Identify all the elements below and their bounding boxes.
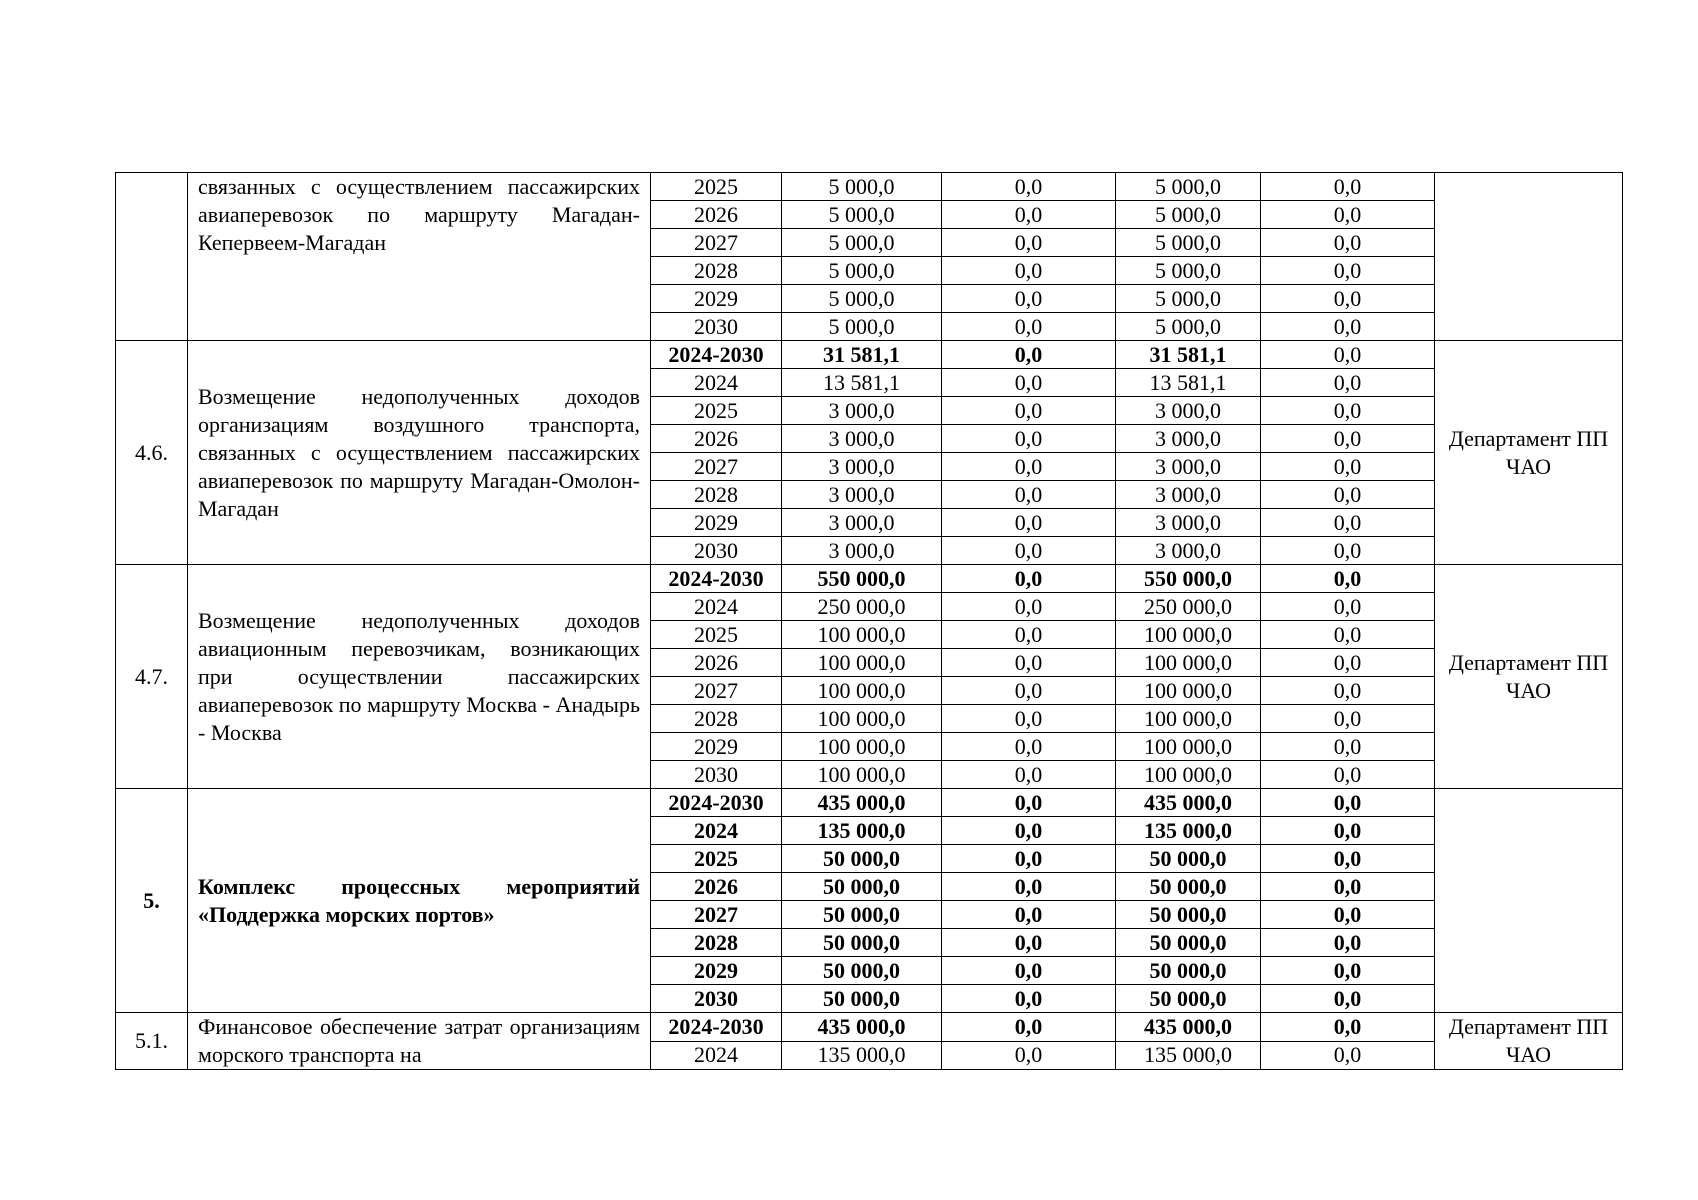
period-cell: 2026	[651, 425, 782, 453]
total-cell: 3 000,0	[782, 425, 942, 453]
table-row	[116, 1013, 1623, 1042]
total-cell: 50 000,0	[782, 901, 942, 929]
federal-budget-cell: 0,0	[942, 985, 1116, 1013]
federal-budget-cell: 0,0	[942, 621, 1116, 649]
other-sources-cell: 0,0	[1261, 397, 1435, 425]
period-cell: 2025	[651, 397, 782, 425]
regional-budget-cell: 31 581,1	[1116, 341, 1261, 369]
period-cell: 2024-2030	[651, 341, 782, 369]
regional-budget-cell: 5 000,0	[1116, 201, 1261, 229]
total-cell: 550 000,0	[782, 565, 942, 593]
federal-budget-cell: 0,0	[942, 313, 1116, 341]
total-cell: 5 000,0	[782, 173, 942, 201]
regional-budget-cell: 50 000,0	[1116, 901, 1261, 929]
period-cell: 2027	[651, 453, 782, 481]
other-sources-cell: 0,0	[1261, 621, 1435, 649]
period-cell: 2024	[651, 593, 782, 621]
period-cell: 2030	[651, 985, 782, 1013]
federal-budget-cell: 0,0	[942, 1041, 1116, 1070]
federal-budget-cell: 0,0	[942, 285, 1116, 313]
total-cell: 5 000,0	[782, 257, 942, 285]
federal-budget-cell: 0,0	[942, 425, 1116, 453]
period-cell: 2029	[651, 957, 782, 985]
item-number: 4.7.	[116, 565, 188, 789]
regional-budget-cell: 3 000,0	[1116, 537, 1261, 565]
total-cell: 50 000,0	[782, 845, 942, 873]
period-cell: 2028	[651, 705, 782, 733]
period-cell: 2025	[651, 845, 782, 873]
other-sources-cell: 0,0	[1261, 565, 1435, 593]
other-sources-cell: 0,0	[1261, 761, 1435, 789]
other-sources-cell: 0,0	[1261, 257, 1435, 285]
federal-budget-cell: 0,0	[942, 957, 1116, 985]
other-sources-cell: 0,0	[1261, 229, 1435, 257]
federal-budget-cell: 0,0	[942, 901, 1116, 929]
period-cell: 2030	[651, 761, 782, 789]
period-cell: 2026	[651, 201, 782, 229]
regional-budget-cell: 100 000,0	[1116, 649, 1261, 677]
other-sources-cell: 0,0	[1261, 593, 1435, 621]
total-cell: 3 000,0	[782, 509, 942, 537]
regional-budget-cell: 435 000,0	[1116, 1013, 1261, 1042]
table-row	[116, 341, 1623, 369]
other-sources-cell: 0,0	[1261, 285, 1435, 313]
period-cell: 2030	[651, 537, 782, 565]
total-cell: 3 000,0	[782, 481, 942, 509]
other-sources-cell: 0,0	[1261, 901, 1435, 929]
responsible-executor	[1435, 789, 1623, 1013]
other-sources-cell: 0,0	[1261, 341, 1435, 369]
federal-budget-cell: 0,0	[942, 173, 1116, 201]
item-number: 4.6.	[116, 341, 188, 565]
item-number: 5.	[116, 789, 188, 1013]
federal-budget-cell: 0,0	[942, 761, 1116, 789]
total-cell: 50 000,0	[782, 929, 942, 957]
federal-budget-cell: 0,0	[942, 789, 1116, 817]
other-sources-cell: 0,0	[1261, 957, 1435, 985]
regional-budget-cell: 50 000,0	[1116, 873, 1261, 901]
other-sources-cell: 0,0	[1261, 677, 1435, 705]
period-cell: 2028	[651, 257, 782, 285]
item-name: связанных с осуществлением пассажирских авиаперевозок по маршруту Магадан-Кепервеем-Магадан	[188, 173, 651, 341]
total-cell: 3 000,0	[782, 537, 942, 565]
period-cell: 2024	[651, 817, 782, 845]
regional-budget-cell: 50 000,0	[1116, 929, 1261, 957]
table-row	[116, 565, 1623, 593]
other-sources-cell: 0,0	[1261, 817, 1435, 845]
regional-budget-cell: 435 000,0	[1116, 789, 1261, 817]
regional-budget-cell: 250 000,0	[1116, 593, 1261, 621]
federal-budget-cell: 0,0	[942, 537, 1116, 565]
period-cell: 2027	[651, 677, 782, 705]
other-sources-cell: 0,0	[1261, 537, 1435, 565]
budget-table	[115, 172, 1623, 1070]
federal-budget-cell: 0,0	[942, 733, 1116, 761]
federal-budget-cell: 0,0	[942, 1013, 1116, 1042]
total-cell: 5 000,0	[782, 201, 942, 229]
total-cell: 100 000,0	[782, 733, 942, 761]
period-cell: 2025	[651, 173, 782, 201]
other-sources-cell: 0,0	[1261, 481, 1435, 509]
federal-budget-cell: 0,0	[942, 341, 1116, 369]
regional-budget-cell: 100 000,0	[1116, 761, 1261, 789]
period-cell: 2027	[651, 901, 782, 929]
period-cell: 2024-2030	[651, 1013, 782, 1042]
federal-budget-cell: 0,0	[942, 201, 1116, 229]
other-sources-cell: 0,0	[1261, 369, 1435, 397]
regional-budget-cell: 50 000,0	[1116, 957, 1261, 985]
regional-budget-cell: 100 000,0	[1116, 705, 1261, 733]
total-cell: 50 000,0	[782, 985, 942, 1013]
total-cell: 135 000,0	[782, 1041, 942, 1070]
federal-budget-cell: 0,0	[942, 929, 1116, 957]
total-cell: 435 000,0	[782, 1013, 942, 1042]
item-name: Возмещение недополученных доходов организациям воздушного транспорта, связанных с осуществлением пассажирских авиаперевозок по маршруту Магадан-Омолон-Магадан	[188, 341, 651, 565]
period-cell: 2026	[651, 873, 782, 901]
total-cell: 5 000,0	[782, 313, 942, 341]
total-cell: 100 000,0	[782, 621, 942, 649]
period-cell: 2029	[651, 285, 782, 313]
total-cell: 13 581,1	[782, 369, 942, 397]
federal-budget-cell: 0,0	[942, 565, 1116, 593]
total-cell: 5 000,0	[782, 229, 942, 257]
federal-budget-cell: 0,0	[942, 649, 1116, 677]
period-cell: 2024	[651, 369, 782, 397]
other-sources-cell: 0,0	[1261, 173, 1435, 201]
period-cell: 2030	[651, 313, 782, 341]
regional-budget-cell: 13 581,1	[1116, 369, 1261, 397]
regional-budget-cell: 50 000,0	[1116, 985, 1261, 1013]
total-cell: 100 000,0	[782, 677, 942, 705]
other-sources-cell: 0,0	[1261, 929, 1435, 957]
regional-budget-cell: 3 000,0	[1116, 397, 1261, 425]
federal-budget-cell: 0,0	[942, 677, 1116, 705]
other-sources-cell: 0,0	[1261, 509, 1435, 537]
other-sources-cell: 0,0	[1261, 313, 1435, 341]
regional-budget-cell: 100 000,0	[1116, 733, 1261, 761]
other-sources-cell: 0,0	[1261, 705, 1435, 733]
period-cell: 2029	[651, 509, 782, 537]
regional-budget-cell: 3 000,0	[1116, 453, 1261, 481]
other-sources-cell: 0,0	[1261, 1041, 1435, 1070]
federal-budget-cell: 0,0	[942, 593, 1116, 621]
total-cell: 50 000,0	[782, 957, 942, 985]
regional-budget-cell: 5 000,0	[1116, 229, 1261, 257]
regional-budget-cell: 135 000,0	[1116, 817, 1261, 845]
responsible-executor: Департамент ПП ЧАО	[1435, 341, 1623, 565]
regional-budget-cell: 100 000,0	[1116, 621, 1261, 649]
regional-budget-cell: 3 000,0	[1116, 481, 1261, 509]
regional-budget-cell: 550 000,0	[1116, 565, 1261, 593]
period-cell: 2024	[651, 1041, 782, 1070]
federal-budget-cell: 0,0	[942, 481, 1116, 509]
other-sources-cell: 0,0	[1261, 733, 1435, 761]
total-cell: 3 000,0	[782, 453, 942, 481]
federal-budget-cell: 0,0	[942, 509, 1116, 537]
federal-budget-cell: 0,0	[942, 845, 1116, 873]
period-cell: 2025	[651, 621, 782, 649]
responsible-executor: Департамент ПП ЧАО	[1435, 1013, 1623, 1070]
total-cell: 3 000,0	[782, 397, 942, 425]
responsible-executor	[1435, 173, 1623, 341]
total-cell: 250 000,0	[782, 593, 942, 621]
period-cell: 2029	[651, 733, 782, 761]
item-name: Комплекс процессных мероприятий «Поддержка морских портов»	[188, 789, 651, 1013]
total-cell: 50 000,0	[782, 873, 942, 901]
federal-budget-cell: 0,0	[942, 817, 1116, 845]
item-number: 5.1.	[116, 1013, 188, 1070]
other-sources-cell: 0,0	[1261, 789, 1435, 817]
responsible-executor: Департамент ПП ЧАО	[1435, 565, 1623, 789]
other-sources-cell: 0,0	[1261, 1013, 1435, 1042]
total-cell: 100 000,0	[782, 649, 942, 677]
regional-budget-cell: 50 000,0	[1116, 845, 1261, 873]
period-cell: 2024-2030	[651, 565, 782, 593]
federal-budget-cell: 0,0	[942, 369, 1116, 397]
other-sources-cell: 0,0	[1261, 453, 1435, 481]
other-sources-cell: 0,0	[1261, 845, 1435, 873]
table-row	[116, 789, 1623, 817]
regional-budget-cell: 5 000,0	[1116, 285, 1261, 313]
regional-budget-cell: 135 000,0	[1116, 1041, 1261, 1070]
item-name: Финансовое обеспечение затрат организациям морского транспорта на	[188, 1013, 651, 1070]
other-sources-cell: 0,0	[1261, 985, 1435, 1013]
federal-budget-cell: 0,0	[942, 257, 1116, 285]
federal-budget-cell: 0,0	[942, 705, 1116, 733]
total-cell: 5 000,0	[782, 285, 942, 313]
federal-budget-cell: 0,0	[942, 873, 1116, 901]
table-row	[116, 173, 1623, 201]
total-cell: 31 581,1	[782, 341, 942, 369]
regional-budget-cell: 5 000,0	[1116, 173, 1261, 201]
item-number	[116, 173, 188, 341]
regional-budget-cell: 100 000,0	[1116, 677, 1261, 705]
period-cell: 2027	[651, 229, 782, 257]
total-cell: 100 000,0	[782, 705, 942, 733]
regional-budget-cell: 3 000,0	[1116, 425, 1261, 453]
other-sources-cell: 0,0	[1261, 201, 1435, 229]
period-cell: 2028	[651, 929, 782, 957]
period-cell: 2026	[651, 649, 782, 677]
other-sources-cell: 0,0	[1261, 425, 1435, 453]
total-cell: 100 000,0	[782, 761, 942, 789]
period-cell: 2024-2030	[651, 789, 782, 817]
total-cell: 435 000,0	[782, 789, 942, 817]
regional-budget-cell: 5 000,0	[1116, 257, 1261, 285]
federal-budget-cell: 0,0	[942, 229, 1116, 257]
federal-budget-cell: 0,0	[942, 397, 1116, 425]
regional-budget-cell: 3 000,0	[1116, 509, 1261, 537]
item-name: Возмещение недополученных доходов авиационным перевозчикам, возникающих при осуществлении пассажирских авиаперевозок по маршруту Москва - Анадырь - Москва	[188, 565, 651, 789]
period-cell: 2028	[651, 481, 782, 509]
other-sources-cell: 0,0	[1261, 649, 1435, 677]
federal-budget-cell: 0,0	[942, 453, 1116, 481]
regional-budget-cell: 5 000,0	[1116, 313, 1261, 341]
other-sources-cell: 0,0	[1261, 873, 1435, 901]
total-cell: 135 000,0	[782, 817, 942, 845]
